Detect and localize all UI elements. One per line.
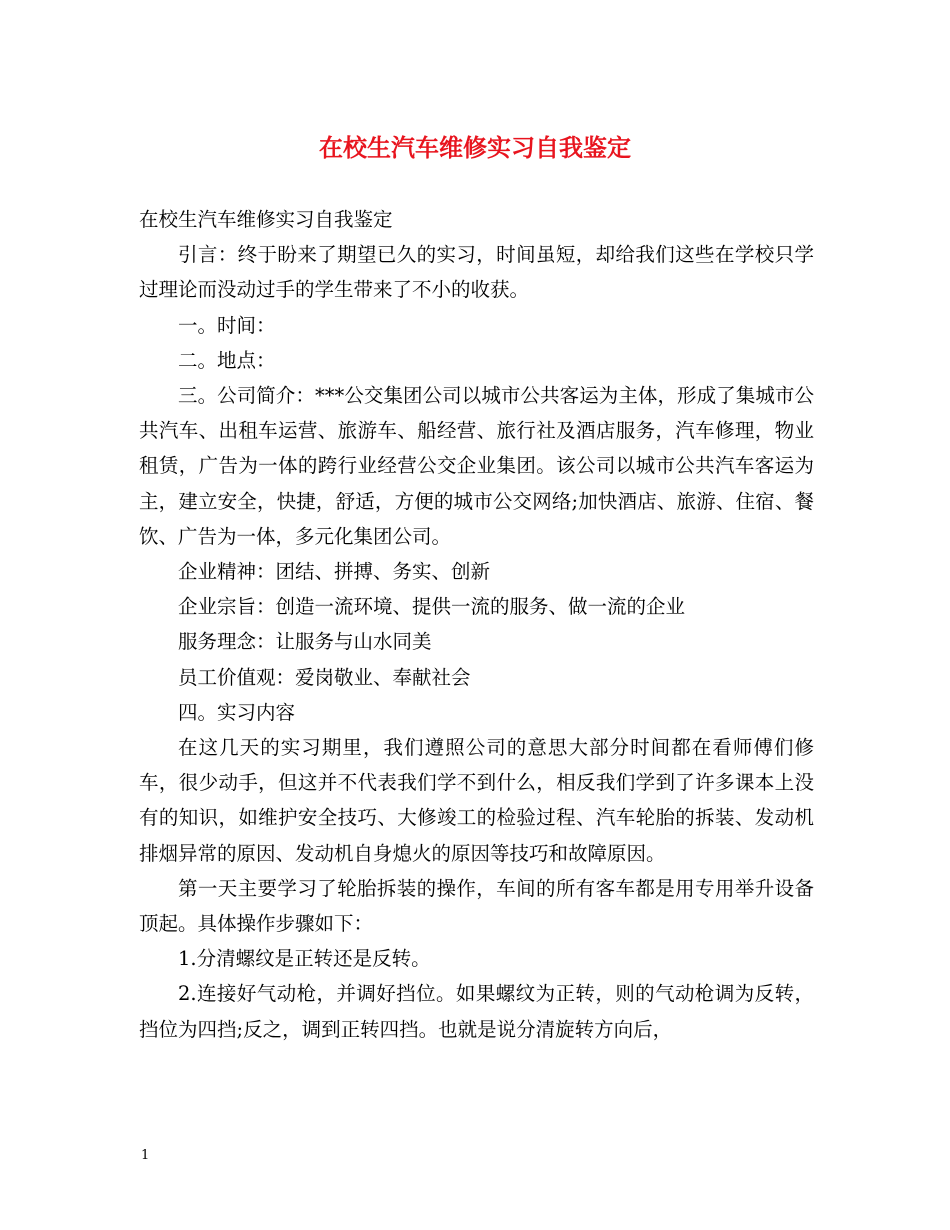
- paragraph-introduction: 引言：终于盼来了期望已久的实习，时间虽短，却给我们这些在学校只学过理论而没动过手的学生带来了不小的收获。: [139, 243, 814, 302]
- paragraph-enterprise-spirit: 企业精神：团结、拼搏、务实、创新: [178, 560, 491, 584]
- paragraph-service-concept: 服务理念：让服务与山水同美: [178, 630, 432, 654]
- document-title: 在校生汽车维修实习自我鉴定: [319, 133, 631, 162]
- paragraph-location: 二。地点：: [178, 348, 276, 372]
- paragraph-company-profile: 三。公司简介：***公交集团公司以城市公共客运为主体，形成了集城市公共汽车、出租车运营、旅游车、船经营、旅行社及酒店服务，汽车修理，物业租赁，广告为一体的跨行业经营公交企业集团。该公司以城市公共汽车客运为主，建立安全，快捷，舒适，方便的城市公交网络;加快酒店、旅游、住宿、餐饮、广告为一体，多元化集团公司。: [139, 384, 814, 548]
- paragraph-employee-values: 员工价值观：爱岗敬业、奉献社会: [178, 665, 471, 689]
- paragraph-time: 一。时间：: [178, 313, 276, 337]
- document-body: [139, 202, 814, 1047]
- paragraph-internship-content: 在这几天的实习期里，我们遵照公司的意思大部分时间都在看师傅们修车，很少动手，但这并不代表我们学不到什么，相反我们学到了许多课本上没有的知识，如维护安全技巧、大修竣工的检验过程、汽车轮胎的拆装、发动机排烟异常的原因、发动机自身熄火的原因等技巧和故障原因。: [139, 736, 814, 865]
- paragraph-internship-content-heading: 四。实习内容: [178, 700, 296, 724]
- paragraph-step-1: 1.分清螺纹是正转还是反转。: [178, 947, 431, 971]
- paragraph-enterprise-purpose: 企业宗旨：创造一流环境、提供一流的服务、做一流的企业: [178, 595, 686, 619]
- paragraph-first-day: 第一天主要学习了轮胎拆装的操作，车间的所有客车都是用专用举升设备顶起。具体操作步骤如下：: [139, 876, 814, 936]
- body-heading: 在校生汽车维修实习自我鉴定: [139, 208, 393, 231]
- page-number: 1: [141, 1148, 150, 1163]
- paragraph-step-2: 2.连接好气动枪，并调好挡位。如果螺纹为正转，则的气动枪调为反转，挡位为四挡;反之，调到正转四挡。也就是说分清旋转方向后，: [139, 982, 814, 1041]
